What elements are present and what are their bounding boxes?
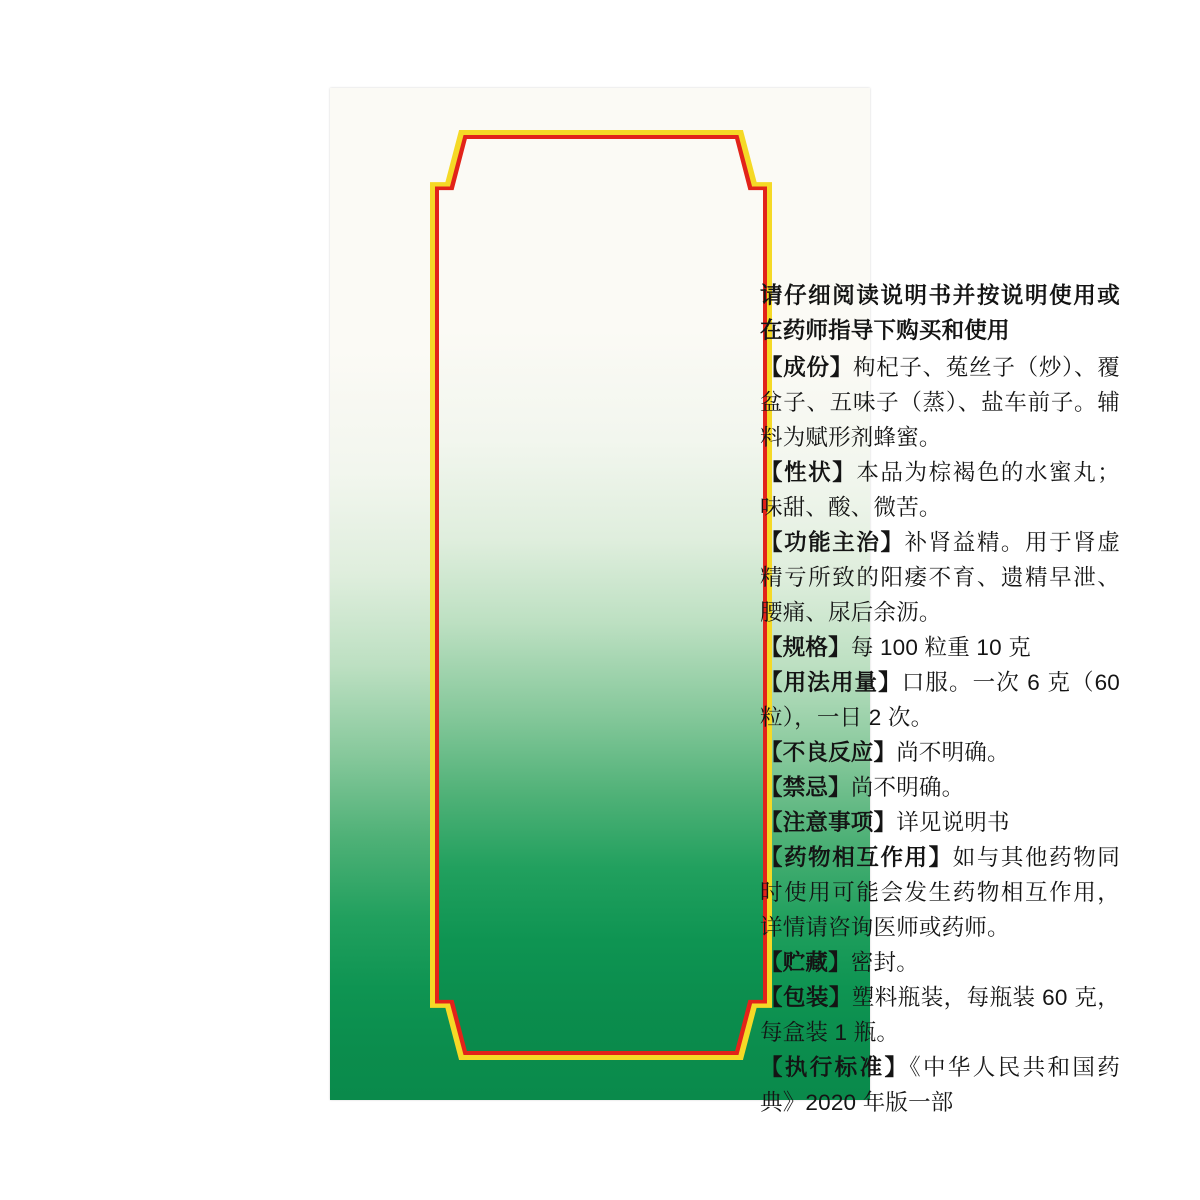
package-insert-text [760,278,1127,1120]
section-drug-interactions [760,840,1120,945]
section-contraindications [760,770,1120,805]
section-storage [760,945,1120,980]
section-precautions [760,805,1120,840]
section-ingredients [760,350,1120,455]
insert-header [760,278,1120,348]
section-label: 【不良反应】 [760,740,897,765]
decorative-red-frame [435,135,767,1055]
section-packaging [760,980,1120,1050]
section-label: 【药物相互作用】 [760,845,953,870]
section-dosage [760,665,1127,735]
section-label: 【性状】 [760,460,857,485]
section-body: 尚不明确。 [850,775,965,800]
section-label: 【成份】 [760,355,853,380]
section-label: 【用法用量】 [760,670,902,695]
decorative-inner-panel [439,139,763,1051]
section-label: 【执行标准】 [760,1055,910,1080]
section-body: 尚不明确。 [896,740,1010,765]
section-indications [760,525,1120,630]
section-body: 如与其他药物同时使用可能会发生药物相互作用，详情请咨询医师或药师。 [760,845,1120,940]
section-body: 补肾益精。用于肾虚精亏所致的阳痿不育、遗精早泄、腰痛、尿后余沥。 [760,530,1120,625]
section-body: 口服。一次 6 克（60 粒），一日 2 次。 [760,670,1127,730]
medicine-box-panel [330,88,1127,1115]
section-label: 【禁忌】 [760,775,851,800]
section-body: 本品为棕褐色的水蜜丸；味甜、酸、微苦。 [760,460,1120,520]
section-description [760,455,1120,525]
section-adverse-reactions [760,735,1120,770]
section-specification [760,630,1120,665]
section-label: 【功能主治】 [760,530,905,555]
section-label: 【包装】 [760,985,852,1010]
section-body: 《中华人民共和国药典》2020 年版一部 [760,1055,1120,1115]
section-body: 密封。 [850,950,919,975]
section-body: 详见说明书 [896,810,1010,835]
section-body: 枸杞子、菟丝子（炒）、覆盆子、五味子（蒸）、盐车前子。辅料为赋形剂蜂蜜。 [760,355,1120,450]
section-standard [760,1050,1120,1120]
section-body: 每 100 粒重 10 克 [850,635,1031,660]
section-body: 塑料瓶装，每瓶装 60 克，每盒装 1 瓶。 [760,985,1120,1045]
section-label: 【注意事项】 [760,810,897,835]
section-label: 【贮藏】 [760,950,851,975]
section-label: 【规格】 [760,635,851,660]
decorative-outer-frame [430,130,772,1060]
insert-header-text: 请仔细阅读说明书并按说明使用或在药师指导下购买和使用 [760,283,1120,343]
